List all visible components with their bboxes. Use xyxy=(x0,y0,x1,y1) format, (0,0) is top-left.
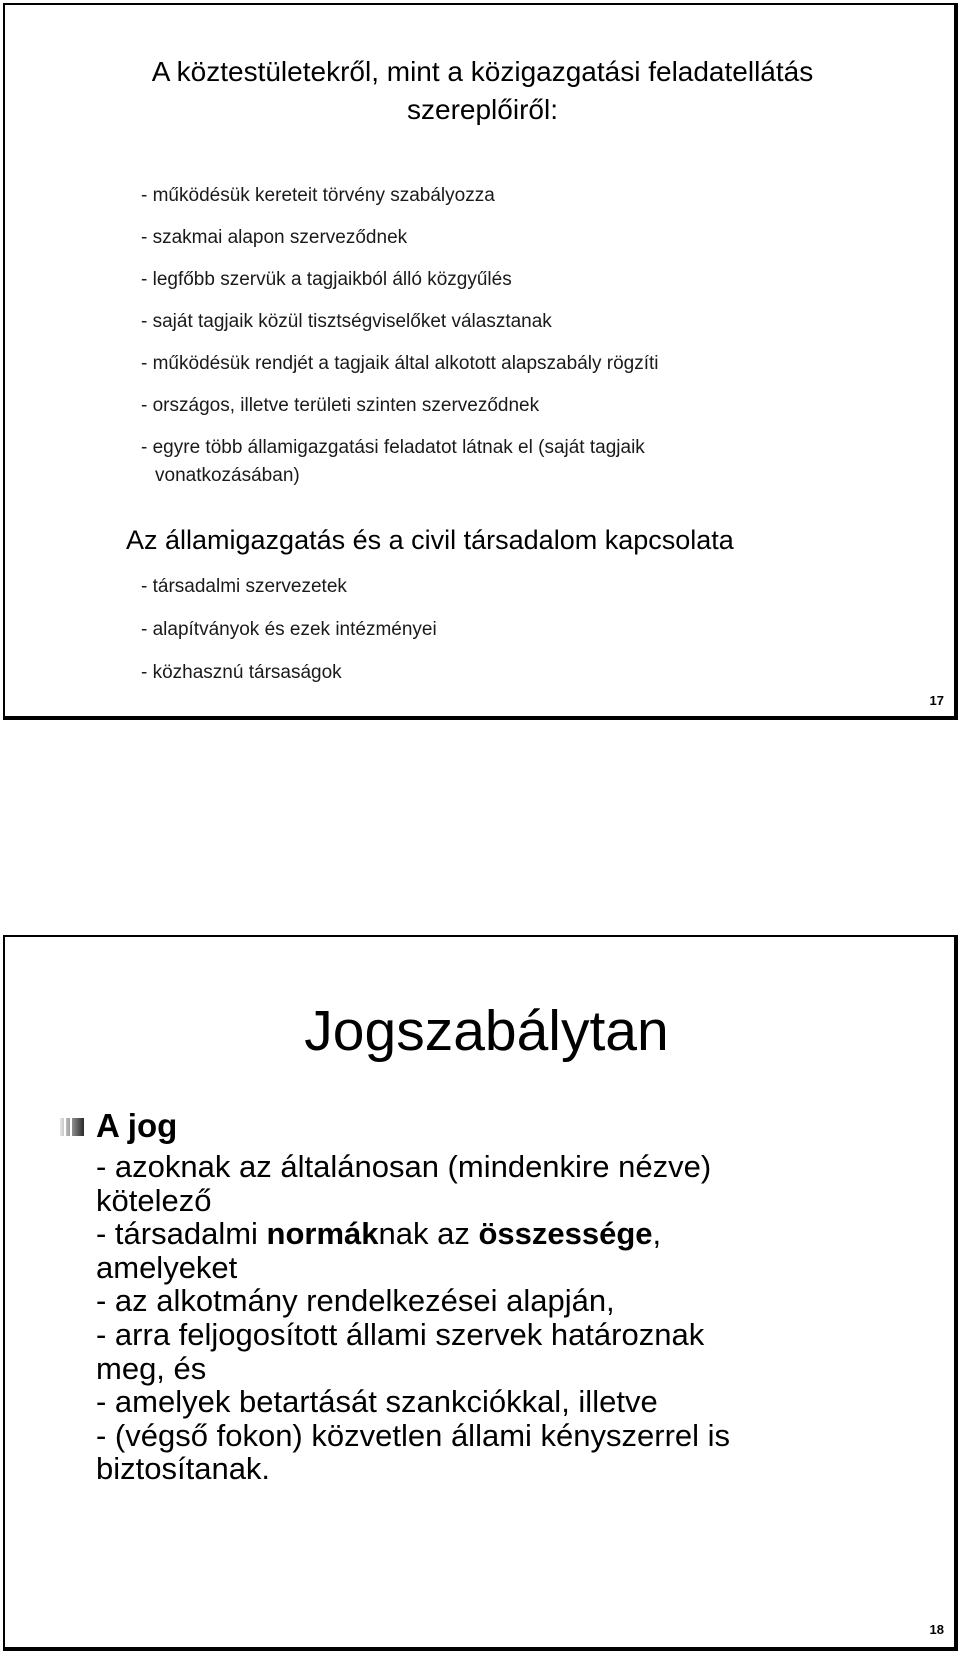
slide-title-line-1: A köztestületekről, mint a közigazgatási feladatellátás xyxy=(151,56,814,87)
sub-list-item: - közhasznú társaságok xyxy=(141,662,342,683)
page-number: 18 xyxy=(929,1622,944,1637)
text-fragment: , xyxy=(652,1216,662,1252)
emphasis-normak: normák xyxy=(266,1216,379,1252)
list-item: - egyre több államigazgatási feladatot látnak el (saját tagjaik xyxy=(141,437,645,458)
list-item: - legfőbb szervük a tagjaikból álló közgyűlés xyxy=(141,269,512,290)
list-item: - szakmai alapon szerveződnek xyxy=(141,227,408,248)
definition-line xyxy=(96,1217,876,1251)
slide-title xyxy=(5,53,960,129)
slide-18 xyxy=(3,935,958,1651)
page-number: 17 xyxy=(929,693,944,708)
square-bullet-icon xyxy=(60,1118,84,1136)
bullet-heading: A jog xyxy=(96,1107,178,1144)
list-item: - működésük rendjét a tagjaik által alkotott alapszabály rögzíti xyxy=(141,353,659,374)
definition-line: biztosítanak. xyxy=(96,1451,271,1487)
sub-list-item: - alapítványok és ezek intézményei xyxy=(141,619,437,640)
definition-line: - amelyek betartását szankciókkal, illetve xyxy=(96,1384,658,1420)
definition-line: - arra feljogosított állami szervek határoznak xyxy=(96,1316,705,1352)
definition-line: kötelező xyxy=(96,1182,212,1218)
definition-line: meg, és xyxy=(96,1350,207,1386)
slide-title: Jogszabálytan xyxy=(304,999,669,1063)
list-item: - működésük kereteit törvény szabályozza xyxy=(141,185,495,206)
slide-17 xyxy=(3,3,958,720)
definition-text xyxy=(96,1150,876,1486)
definition-line: - az alkotmány rendelkezései alapján, xyxy=(96,1283,615,1319)
text-fragment: nak az xyxy=(378,1216,479,1252)
list-item-continuation: vonatkozásában) xyxy=(155,465,300,486)
section-heading: Az államigazgatás és a civil társadalom kapcsolata xyxy=(126,525,734,555)
definition-line: - azoknak az általánosan (mindenkire nézve) xyxy=(96,1149,712,1184)
list-item: - országos, illetve területi szinten szerveződnek xyxy=(141,395,540,416)
definition-line: amelyeket xyxy=(96,1249,238,1285)
list-item: - saját tagjaik közül tisztségviselőket választanak xyxy=(141,311,552,332)
sub-list-item: - társadalmi szervezetek xyxy=(141,576,347,597)
text-fragment: - társadalmi xyxy=(96,1216,267,1252)
slide-title-line-2: szereplőiről: xyxy=(407,94,558,125)
definition-line: - (végső fokon) közvetlen állami kényszerrel is xyxy=(96,1417,731,1453)
emphasis-osszessege: összessége xyxy=(478,1216,653,1252)
